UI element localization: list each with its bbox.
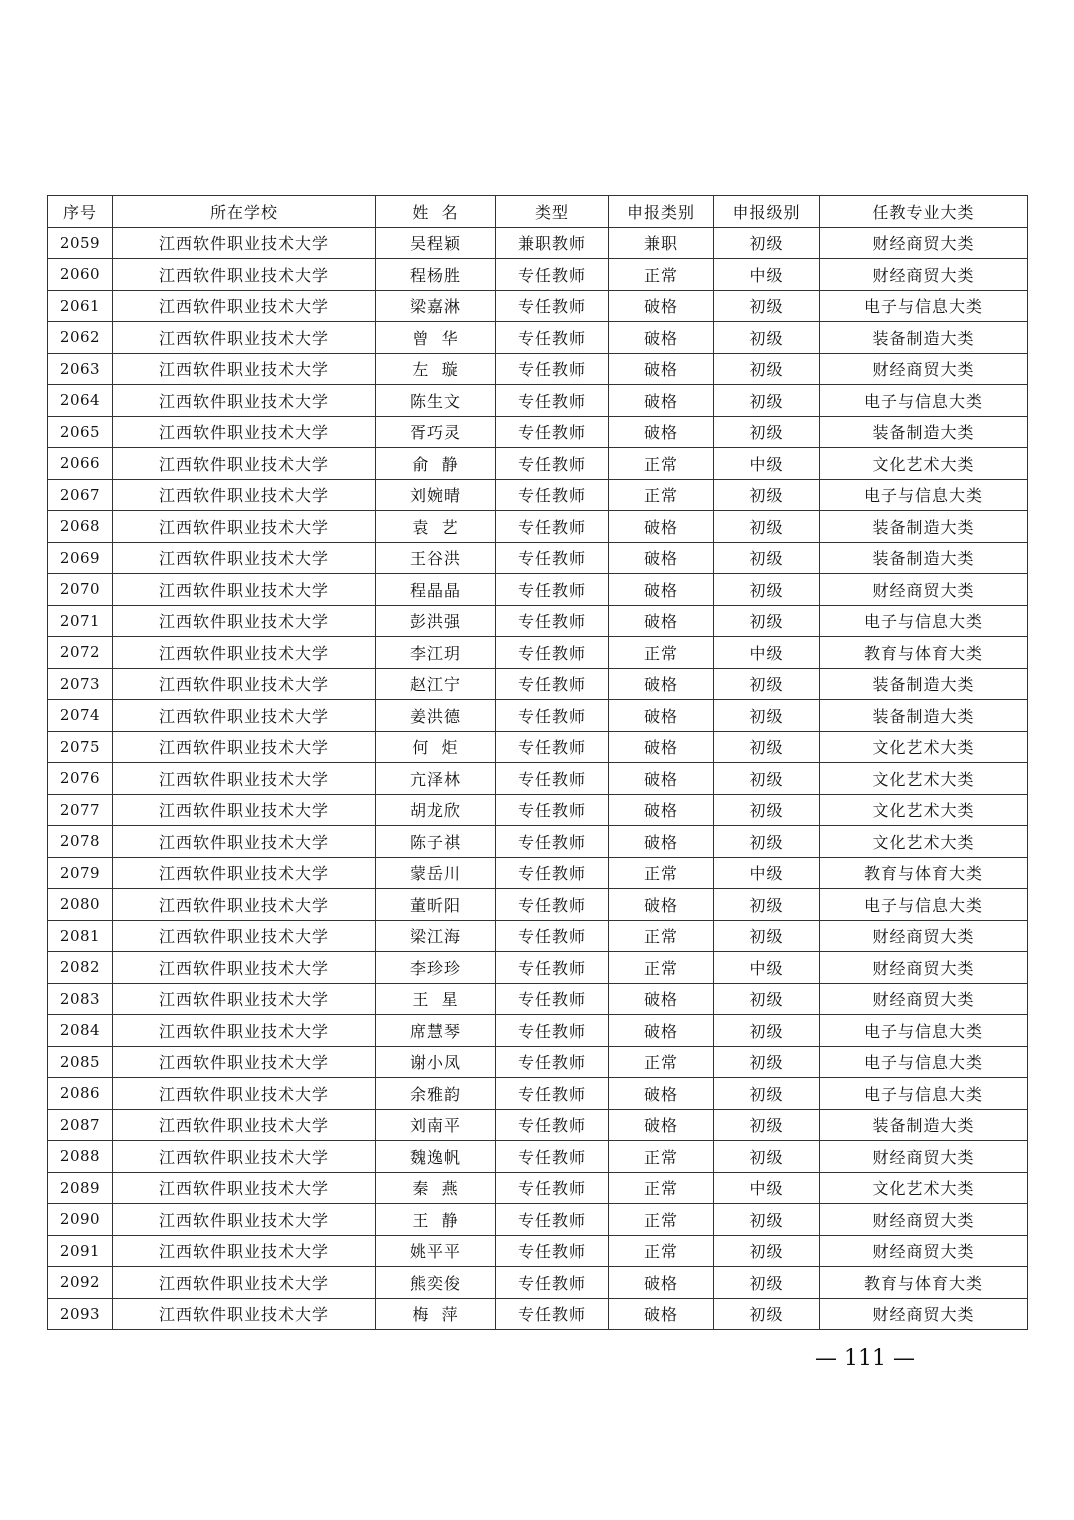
cell-school: 江西软件职业技术大学 <box>113 322 376 354</box>
cell-category: 破格 <box>609 1298 714 1330</box>
table-row <box>48 542 1028 574</box>
cell-name: 蒙岳川 <box>376 857 496 889</box>
cell-serial: 2092 <box>48 1267 113 1299</box>
cell-serial: 2087 <box>48 1109 113 1141</box>
cell-category: 破格 <box>609 290 714 322</box>
cell-level: 初级 <box>714 1109 820 1141</box>
cell-level: 初级 <box>714 385 820 417</box>
table-row <box>48 1141 1028 1173</box>
cell-type: 专任教师 <box>496 385 609 417</box>
cell-major: 财经商贸大类 <box>820 1141 1028 1173</box>
cell-type: 专任教师 <box>496 290 609 322</box>
cell-category: 破格 <box>609 794 714 826</box>
cell-serial: 2089 <box>48 1172 113 1204</box>
cell-school: 江西软件职业技术大学 <box>113 290 376 322</box>
cell-major: 装备制造大类 <box>820 700 1028 732</box>
cell-category: 破格 <box>609 416 714 448</box>
cell-serial: 2079 <box>48 857 113 889</box>
cell-type: 专任教师 <box>496 700 609 732</box>
table-row <box>48 448 1028 480</box>
cell-name: 胡龙欣 <box>376 794 496 826</box>
cell-category: 破格 <box>609 353 714 385</box>
cell-serial: 2062 <box>48 322 113 354</box>
table-row <box>48 574 1028 606</box>
cell-school: 江西软件职业技术大学 <box>113 826 376 858</box>
cell-serial: 2077 <box>48 794 113 826</box>
cell-type: 专任教师 <box>496 826 609 858</box>
cell-major: 装备制造大类 <box>820 668 1028 700</box>
cell-name: 李珍珍 <box>376 952 496 984</box>
cell-type: 专任教师 <box>496 1015 609 1047</box>
table-row <box>48 385 1028 417</box>
cell-name: 陈子祺 <box>376 826 496 858</box>
cell-category: 破格 <box>609 983 714 1015</box>
table-row <box>48 1204 1028 1236</box>
cell-serial: 2081 <box>48 920 113 952</box>
cell-type: 专任教师 <box>496 731 609 763</box>
cell-category: 正常 <box>609 1204 714 1236</box>
cell-school: 江西软件职业技术大学 <box>113 857 376 889</box>
header-level: 申报级别 <box>714 196 820 228</box>
table-row <box>48 605 1028 637</box>
cell-school: 江西软件职业技术大学 <box>113 952 376 984</box>
table-row <box>48 290 1028 322</box>
cell-type: 专任教师 <box>496 448 609 480</box>
cell-serial: 2068 <box>48 511 113 543</box>
cell-major: 装备制造大类 <box>820 416 1028 448</box>
cell-school: 江西软件职业技术大学 <box>113 448 376 480</box>
cell-name: 程杨胜 <box>376 259 496 291</box>
cell-level: 初级 <box>714 353 820 385</box>
cell-category: 正常 <box>609 1172 714 1204</box>
cell-category: 破格 <box>609 889 714 921</box>
cell-serial: 2075 <box>48 731 113 763</box>
cell-type: 专任教师 <box>496 983 609 1015</box>
cell-name: 赵江宁 <box>376 668 496 700</box>
cell-name: 吴程颖 <box>376 227 496 259</box>
table-row <box>48 416 1028 448</box>
table-row <box>48 1078 1028 1110</box>
cell-level: 中级 <box>714 637 820 669</box>
cell-type: 专任教师 <box>496 1141 609 1173</box>
cell-category: 正常 <box>609 637 714 669</box>
cell-level: 中级 <box>714 259 820 291</box>
cell-name: 梁嘉淋 <box>376 290 496 322</box>
cell-serial: 2076 <box>48 763 113 795</box>
cell-major: 财经商贸大类 <box>820 952 1028 984</box>
cell-school: 江西软件职业技术大学 <box>113 700 376 732</box>
cell-serial: 2064 <box>48 385 113 417</box>
page-number: — 111 — <box>815 1346 915 1371</box>
cell-serial: 2063 <box>48 353 113 385</box>
cell-name: 刘婉晴 <box>376 479 496 511</box>
cell-school: 江西软件职业技术大学 <box>113 511 376 543</box>
cell-major: 文化艺术大类 <box>820 826 1028 858</box>
cell-category: 正常 <box>609 448 714 480</box>
table-row <box>48 637 1028 669</box>
table-row <box>48 353 1028 385</box>
cell-major: 财经商贸大类 <box>820 983 1028 1015</box>
table-row <box>48 322 1028 354</box>
cell-major: 财经商贸大类 <box>820 574 1028 606</box>
cell-school: 江西软件职业技术大学 <box>113 227 376 259</box>
cell-serial: 2093 <box>48 1298 113 1330</box>
cell-serial: 2066 <box>48 448 113 480</box>
table-row <box>48 920 1028 952</box>
cell-category: 破格 <box>609 1015 714 1047</box>
cell-serial: 2065 <box>48 416 113 448</box>
cell-level: 初级 <box>714 1298 820 1330</box>
table-row <box>48 511 1028 543</box>
cell-serial: 2061 <box>48 290 113 322</box>
cell-type: 专任教师 <box>496 1109 609 1141</box>
cell-school: 江西软件职业技术大学 <box>113 637 376 669</box>
cell-level: 初级 <box>714 794 820 826</box>
cell-school: 江西软件职业技术大学 <box>113 668 376 700</box>
table-row <box>48 1172 1028 1204</box>
table-row <box>48 1298 1028 1330</box>
cell-name: 陈生文 <box>376 385 496 417</box>
cell-name: 俞 静 <box>376 448 496 480</box>
cell-name: 刘南平 <box>376 1109 496 1141</box>
cell-school: 江西软件职业技术大学 <box>113 1109 376 1141</box>
cell-category: 兼职 <box>609 227 714 259</box>
cell-type: 专任教师 <box>496 1267 609 1299</box>
cell-level: 初级 <box>714 479 820 511</box>
cell-major: 电子与信息大类 <box>820 1046 1028 1078</box>
cell-level: 初级 <box>714 1078 820 1110</box>
cell-category: 破格 <box>609 826 714 858</box>
cell-serial: 2074 <box>48 700 113 732</box>
cell-name: 谢小凤 <box>376 1046 496 1078</box>
cell-serial: 2091 <box>48 1235 113 1267</box>
cell-category: 正常 <box>609 479 714 511</box>
cell-category: 正常 <box>609 1046 714 1078</box>
table-row <box>48 952 1028 984</box>
cell-serial: 2085 <box>48 1046 113 1078</box>
cell-level: 初级 <box>714 511 820 543</box>
cell-category: 破格 <box>609 574 714 606</box>
cell-level: 初级 <box>714 700 820 732</box>
cell-major: 财经商贸大类 <box>820 1204 1028 1236</box>
cell-name: 左 璇 <box>376 353 496 385</box>
cell-major: 财经商贸大类 <box>820 353 1028 385</box>
cell-category: 破格 <box>609 511 714 543</box>
cell-major: 电子与信息大类 <box>820 290 1028 322</box>
cell-major: 文化艺术大类 <box>820 448 1028 480</box>
cell-serial: 2070 <box>48 574 113 606</box>
cell-type: 专任教师 <box>496 416 609 448</box>
table-row <box>48 889 1028 921</box>
cell-serial: 2082 <box>48 952 113 984</box>
cell-name: 胥巧灵 <box>376 416 496 448</box>
cell-category: 破格 <box>609 322 714 354</box>
cell-name: 李江玥 <box>376 637 496 669</box>
cell-level: 初级 <box>714 227 820 259</box>
cell-category: 破格 <box>609 385 714 417</box>
cell-serial: 2078 <box>48 826 113 858</box>
cell-school: 江西软件职业技术大学 <box>113 416 376 448</box>
cell-major: 教育与体育大类 <box>820 1267 1028 1299</box>
table-row <box>48 763 1028 795</box>
cell-level: 中级 <box>714 448 820 480</box>
cell-major: 电子与信息大类 <box>820 605 1028 637</box>
cell-serial: 2060 <box>48 259 113 291</box>
cell-name: 熊奕俊 <box>376 1267 496 1299</box>
cell-type: 专任教师 <box>496 952 609 984</box>
cell-school: 江西软件职业技术大学 <box>113 1204 376 1236</box>
cell-category: 正常 <box>609 1141 714 1173</box>
cell-level: 初级 <box>714 1204 820 1236</box>
cell-name: 王 静 <box>376 1204 496 1236</box>
cell-school: 江西软件职业技术大学 <box>113 983 376 1015</box>
cell-major: 文化艺术大类 <box>820 794 1028 826</box>
cell-level: 初级 <box>714 920 820 952</box>
cell-serial: 2072 <box>48 637 113 669</box>
cell-type: 专任教师 <box>496 322 609 354</box>
header-category: 申报类别 <box>609 196 714 228</box>
cell-name: 彭洪强 <box>376 605 496 637</box>
cell-type: 专任教师 <box>496 794 609 826</box>
cell-major: 装备制造大类 <box>820 322 1028 354</box>
cell-level: 初级 <box>714 416 820 448</box>
cell-level: 初级 <box>714 1046 820 1078</box>
cell-serial: 2086 <box>48 1078 113 1110</box>
cell-type: 专任教师 <box>496 857 609 889</box>
table-row <box>48 227 1028 259</box>
cell-category: 破格 <box>609 700 714 732</box>
cell-school: 江西软件职业技术大学 <box>113 1172 376 1204</box>
table-row <box>48 794 1028 826</box>
table-header-row <box>48 196 1028 228</box>
header-major: 任教专业大类 <box>820 196 1028 228</box>
cell-level: 中级 <box>714 857 820 889</box>
cell-category: 破格 <box>609 668 714 700</box>
cell-school: 江西软件职业技术大学 <box>113 1298 376 1330</box>
cell-major: 财经商贸大类 <box>820 259 1028 291</box>
cell-school: 江西软件职业技术大学 <box>113 889 376 921</box>
cell-name: 秦 燕 <box>376 1172 496 1204</box>
cell-level: 初级 <box>714 1141 820 1173</box>
cell-name: 王谷洪 <box>376 542 496 574</box>
cell-level: 初级 <box>714 731 820 763</box>
cell-type: 专任教师 <box>496 920 609 952</box>
cell-level: 初级 <box>714 1267 820 1299</box>
cell-level: 初级 <box>714 322 820 354</box>
cell-serial: 2083 <box>48 983 113 1015</box>
cell-level: 初级 <box>714 826 820 858</box>
cell-type: 专任教师 <box>496 1046 609 1078</box>
cell-serial: 2067 <box>48 479 113 511</box>
cell-major: 装备制造大类 <box>820 542 1028 574</box>
cell-name: 魏逸帆 <box>376 1141 496 1173</box>
cell-major: 财经商贸大类 <box>820 1298 1028 1330</box>
cell-category: 破格 <box>609 763 714 795</box>
cell-level: 初级 <box>714 290 820 322</box>
cell-name: 席慧琴 <box>376 1015 496 1047</box>
cell-type: 专任教师 <box>496 479 609 511</box>
cell-school: 江西软件职业技术大学 <box>113 1015 376 1047</box>
cell-serial: 2080 <box>48 889 113 921</box>
cell-school: 江西软件职业技术大学 <box>113 385 376 417</box>
cell-level: 初级 <box>714 1235 820 1267</box>
cell-level: 初级 <box>714 983 820 1015</box>
cell-major: 文化艺术大类 <box>820 763 1028 795</box>
table-row <box>48 700 1028 732</box>
cell-type: 专任教师 <box>496 1078 609 1110</box>
table-row <box>48 1046 1028 1078</box>
table-row <box>48 1015 1028 1047</box>
cell-category: 正常 <box>609 857 714 889</box>
table-row <box>48 826 1028 858</box>
cell-serial: 2084 <box>48 1015 113 1047</box>
cell-category: 破格 <box>609 542 714 574</box>
cell-type: 专任教师 <box>496 259 609 291</box>
cell-type: 专任教师 <box>496 1204 609 1236</box>
cell-name: 姜洪德 <box>376 700 496 732</box>
cell-major: 财经商贸大类 <box>820 920 1028 952</box>
cell-major: 教育与体育大类 <box>820 637 1028 669</box>
cell-category: 正常 <box>609 259 714 291</box>
table-row <box>48 479 1028 511</box>
cell-major: 电子与信息大类 <box>820 889 1028 921</box>
table-row <box>48 1235 1028 1267</box>
table-row <box>48 857 1028 889</box>
table-row <box>48 259 1028 291</box>
table-row <box>48 1267 1028 1299</box>
cell-school: 江西软件职业技术大学 <box>113 763 376 795</box>
cell-school: 江西软件职业技术大学 <box>113 1267 376 1299</box>
cell-school: 江西软件职业技术大学 <box>113 574 376 606</box>
cell-school: 江西软件职业技术大学 <box>113 1046 376 1078</box>
cell-category: 正常 <box>609 1235 714 1267</box>
cell-type: 专任教师 <box>496 1235 609 1267</box>
cell-major: 电子与信息大类 <box>820 1078 1028 1110</box>
cell-level: 初级 <box>714 542 820 574</box>
cell-major: 教育与体育大类 <box>820 857 1028 889</box>
cell-school: 江西软件职业技术大学 <box>113 1235 376 1267</box>
table-row <box>48 1109 1028 1141</box>
cell-category: 破格 <box>609 731 714 763</box>
cell-type: 专任教师 <box>496 542 609 574</box>
cell-name: 董昕阳 <box>376 889 496 921</box>
cell-type: 兼职教师 <box>496 227 609 259</box>
cell-serial: 2088 <box>48 1141 113 1173</box>
cell-school: 江西软件职业技术大学 <box>113 794 376 826</box>
cell-name: 程晶晶 <box>376 574 496 606</box>
cell-school: 江西软件职业技术大学 <box>113 1141 376 1173</box>
cell-type: 专任教师 <box>496 353 609 385</box>
cell-level: 初级 <box>714 889 820 921</box>
cell-type: 专任教师 <box>496 1172 609 1204</box>
cell-level: 初级 <box>714 574 820 606</box>
cell-school: 江西软件职业技术大学 <box>113 920 376 952</box>
cell-name: 余雅韵 <box>376 1078 496 1110</box>
cell-type: 专任教师 <box>496 511 609 543</box>
header-type: 类型 <box>496 196 609 228</box>
cell-serial: 2071 <box>48 605 113 637</box>
cell-name: 曾 华 <box>376 322 496 354</box>
cell-major: 财经商贸大类 <box>820 227 1028 259</box>
table-row <box>48 731 1028 763</box>
cell-type: 专任教师 <box>496 605 609 637</box>
cell-level: 初级 <box>714 763 820 795</box>
cell-name: 亢泽林 <box>376 763 496 795</box>
cell-school: 江西软件职业技术大学 <box>113 353 376 385</box>
cell-major: 文化艺术大类 <box>820 1172 1028 1204</box>
cell-name: 袁 艺 <box>376 511 496 543</box>
applicant-table <box>47 195 1028 1330</box>
cell-school: 江西软件职业技术大学 <box>113 479 376 511</box>
cell-major: 电子与信息大类 <box>820 385 1028 417</box>
header-name: 姓 名 <box>376 196 496 228</box>
table-row <box>48 983 1028 1015</box>
cell-type: 专任教师 <box>496 668 609 700</box>
cell-category: 破格 <box>609 1109 714 1141</box>
cell-serial: 2059 <box>48 227 113 259</box>
cell-serial: 2073 <box>48 668 113 700</box>
cell-category: 破格 <box>609 605 714 637</box>
cell-name: 姚平平 <box>376 1235 496 1267</box>
cell-serial: 2090 <box>48 1204 113 1236</box>
cell-major: 电子与信息大类 <box>820 479 1028 511</box>
cell-level: 中级 <box>714 1172 820 1204</box>
cell-name: 王 星 <box>376 983 496 1015</box>
cell-major: 装备制造大类 <box>820 1109 1028 1141</box>
cell-level: 初级 <box>714 668 820 700</box>
cell-major: 财经商贸大类 <box>820 1235 1028 1267</box>
header-serial: 序号 <box>48 196 113 228</box>
cell-major: 装备制造大类 <box>820 511 1028 543</box>
cell-school: 江西软件职业技术大学 <box>113 731 376 763</box>
cell-type: 专任教师 <box>496 763 609 795</box>
cell-type: 专任教师 <box>496 889 609 921</box>
cell-level: 中级 <box>714 952 820 984</box>
cell-school: 江西软件职业技术大学 <box>113 259 376 291</box>
cell-school: 江西软件职业技术大学 <box>113 605 376 637</box>
cell-type: 专任教师 <box>496 637 609 669</box>
cell-category: 正常 <box>609 920 714 952</box>
cell-category: 正常 <box>609 952 714 984</box>
cell-category: 破格 <box>609 1267 714 1299</box>
cell-level: 初级 <box>714 605 820 637</box>
cell-school: 江西软件职业技术大学 <box>113 542 376 574</box>
cell-name: 何 炬 <box>376 731 496 763</box>
cell-type: 专任教师 <box>496 1298 609 1330</box>
cell-name: 梅 萍 <box>376 1298 496 1330</box>
cell-school: 江西软件职业技术大学 <box>113 1078 376 1110</box>
cell-category: 破格 <box>609 1078 714 1110</box>
cell-major: 电子与信息大类 <box>820 1015 1028 1047</box>
cell-name: 梁江海 <box>376 920 496 952</box>
cell-level: 初级 <box>714 1015 820 1047</box>
table-row <box>48 668 1028 700</box>
cell-serial: 2069 <box>48 542 113 574</box>
cell-type: 专任教师 <box>496 574 609 606</box>
header-school: 所在学校 <box>113 196 376 228</box>
cell-major: 文化艺术大类 <box>820 731 1028 763</box>
